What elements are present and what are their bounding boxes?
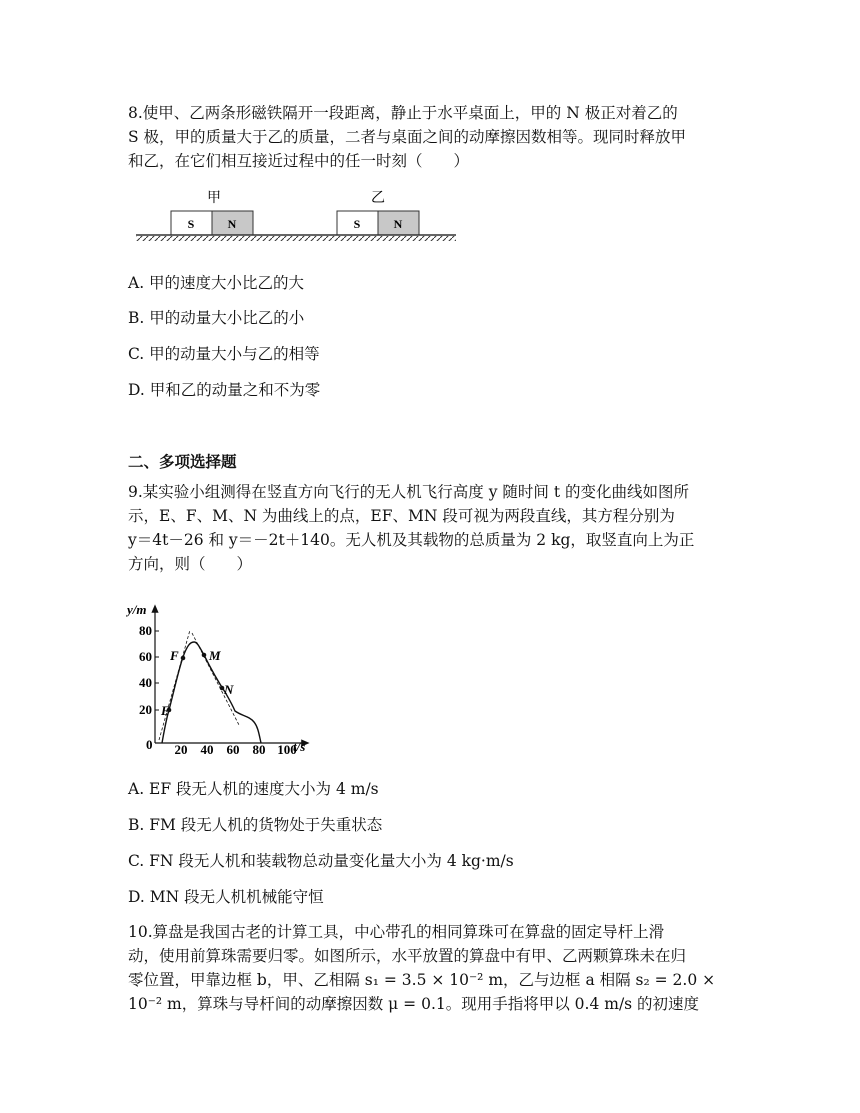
question-10-line: 10.算盘是我国古老的计算工具，中心带孔的相同算珠可在算盘的固定导杆上滑: [128, 923, 665, 941]
y-tick-80: 80: [139, 623, 152, 638]
question-8-option-d[interactable]: D. 甲和乙的动量之和不为零: [128, 381, 321, 399]
question-8-line: 8.使甲、乙两条形磁铁隔开一段距离，静止于水平桌面上，甲的 N 极正对着乙的: [128, 104, 678, 122]
altitude-time-graph: [126, 600, 316, 758]
question-9-option-a[interactable]: A. EF 段无人机的速度大小为 4 m/s: [128, 780, 379, 798]
point-f-label: F: [170, 648, 179, 663]
x-tick-80: 80: [252, 742, 266, 757]
point-m: [202, 653, 207, 658]
x-tick-40: 40: [200, 742, 214, 757]
magnet-yi-s-pole: S: [353, 217, 361, 231]
question-10-stem: [128, 920, 728, 1016]
question-9-line: 示，E、F、M、N 为曲线上的点，EF、MN 段可视为两段直线，其方程分别为: [128, 507, 675, 525]
question-9-option-c[interactable]: C. FN 段无人机和装载物总动量变化量大小为 4 kg·m/s: [128, 852, 514, 870]
question-9-option-b[interactable]: B. FM 段无人机的货物处于失重状态: [128, 816, 383, 834]
question-9-stem: [128, 480, 728, 576]
point-e-label: E: [161, 703, 170, 718]
question-8-option-a[interactable]: A. 甲的速度大小比乙的大: [128, 274, 305, 292]
y-tick-60: 60: [139, 649, 152, 664]
question-10-line: 动，使用前算珠需要归零。如图所示，水平放置的算盘中有甲、乙两颗算珠未在归: [128, 947, 687, 965]
magnet-yi: [337, 211, 419, 235]
magnet-yi-n-pole: N: [393, 217, 403, 231]
x-tick-60: 60: [226, 742, 240, 757]
x-tick-100: 100: [277, 742, 297, 757]
question-8-line: S 极，甲的质量大于乙的质量，二者与桌面之间的动摩擦因数相等。现同时释放甲: [128, 128, 687, 146]
x-axis-label: t/s: [293, 739, 306, 754]
magnet-yi-label: 乙: [371, 191, 385, 206]
question-8-option-b[interactable]: B. 甲的动量大小比乙的小: [128, 309, 305, 327]
x-tick-20: 20: [174, 742, 188, 757]
origin-label: 0: [146, 737, 153, 752]
point-n-label: N: [224, 682, 234, 697]
question-10-line: 10⁻² m，算珠与导杆间的动摩擦因数 μ = 0.1。现用手指将甲以 0.4 m/s 的初速度: [128, 995, 700, 1013]
y-tick-20: 20: [139, 702, 152, 717]
question-9-line: y＝4t－26 和 y＝－2t＋140。无人机及其载物的总质量为 2 kg，取竖直向上为正: [128, 531, 695, 549]
question-8-option-c[interactable]: C. 甲的动量大小与乙的相等: [128, 345, 320, 363]
magnet-jia-label: 甲: [207, 191, 221, 206]
table-hatching: [136, 236, 456, 241]
point-f: [181, 656, 186, 661]
question-8-stem: [128, 101, 728, 173]
question-9-line: 方向，则（ ）: [128, 555, 253, 573]
y-axis-label: y/m: [127, 602, 147, 617]
x-ticks: [175, 742, 297, 757]
question-9-option-d[interactable]: D. MN 段无人机机械能守恒: [128, 888, 324, 906]
point-m-label: M: [209, 648, 221, 663]
y-ticks: [139, 623, 159, 717]
question-8-line: 和乙，在它们相互接近过程中的任一时刻（ ）: [128, 152, 470, 170]
magnet-jia-s-pole: S: [187, 217, 195, 231]
section-heading: 二、多项选择题: [128, 453, 237, 471]
question-10-line: 零位置，甲靠边框 b，甲、乙相隔 s₁ = 3.5 × 10⁻² m，乙与边框 a 相隔 s₂ = 2.0 ×: [128, 971, 716, 989]
magnets-figure: [134, 184, 460, 244]
magnet-jia: [171, 211, 253, 235]
magnet-jia-n-pole: N: [227, 217, 237, 231]
question-9-line: 9.某实验小组测得在竖直方向飞行的无人机飞行高度 y 随时间 t 的变化曲线如图所: [128, 483, 689, 501]
curve-points: [160, 648, 234, 718]
y-tick-40: 40: [139, 675, 152, 690]
ef-dashed-line: [159, 630, 190, 740]
